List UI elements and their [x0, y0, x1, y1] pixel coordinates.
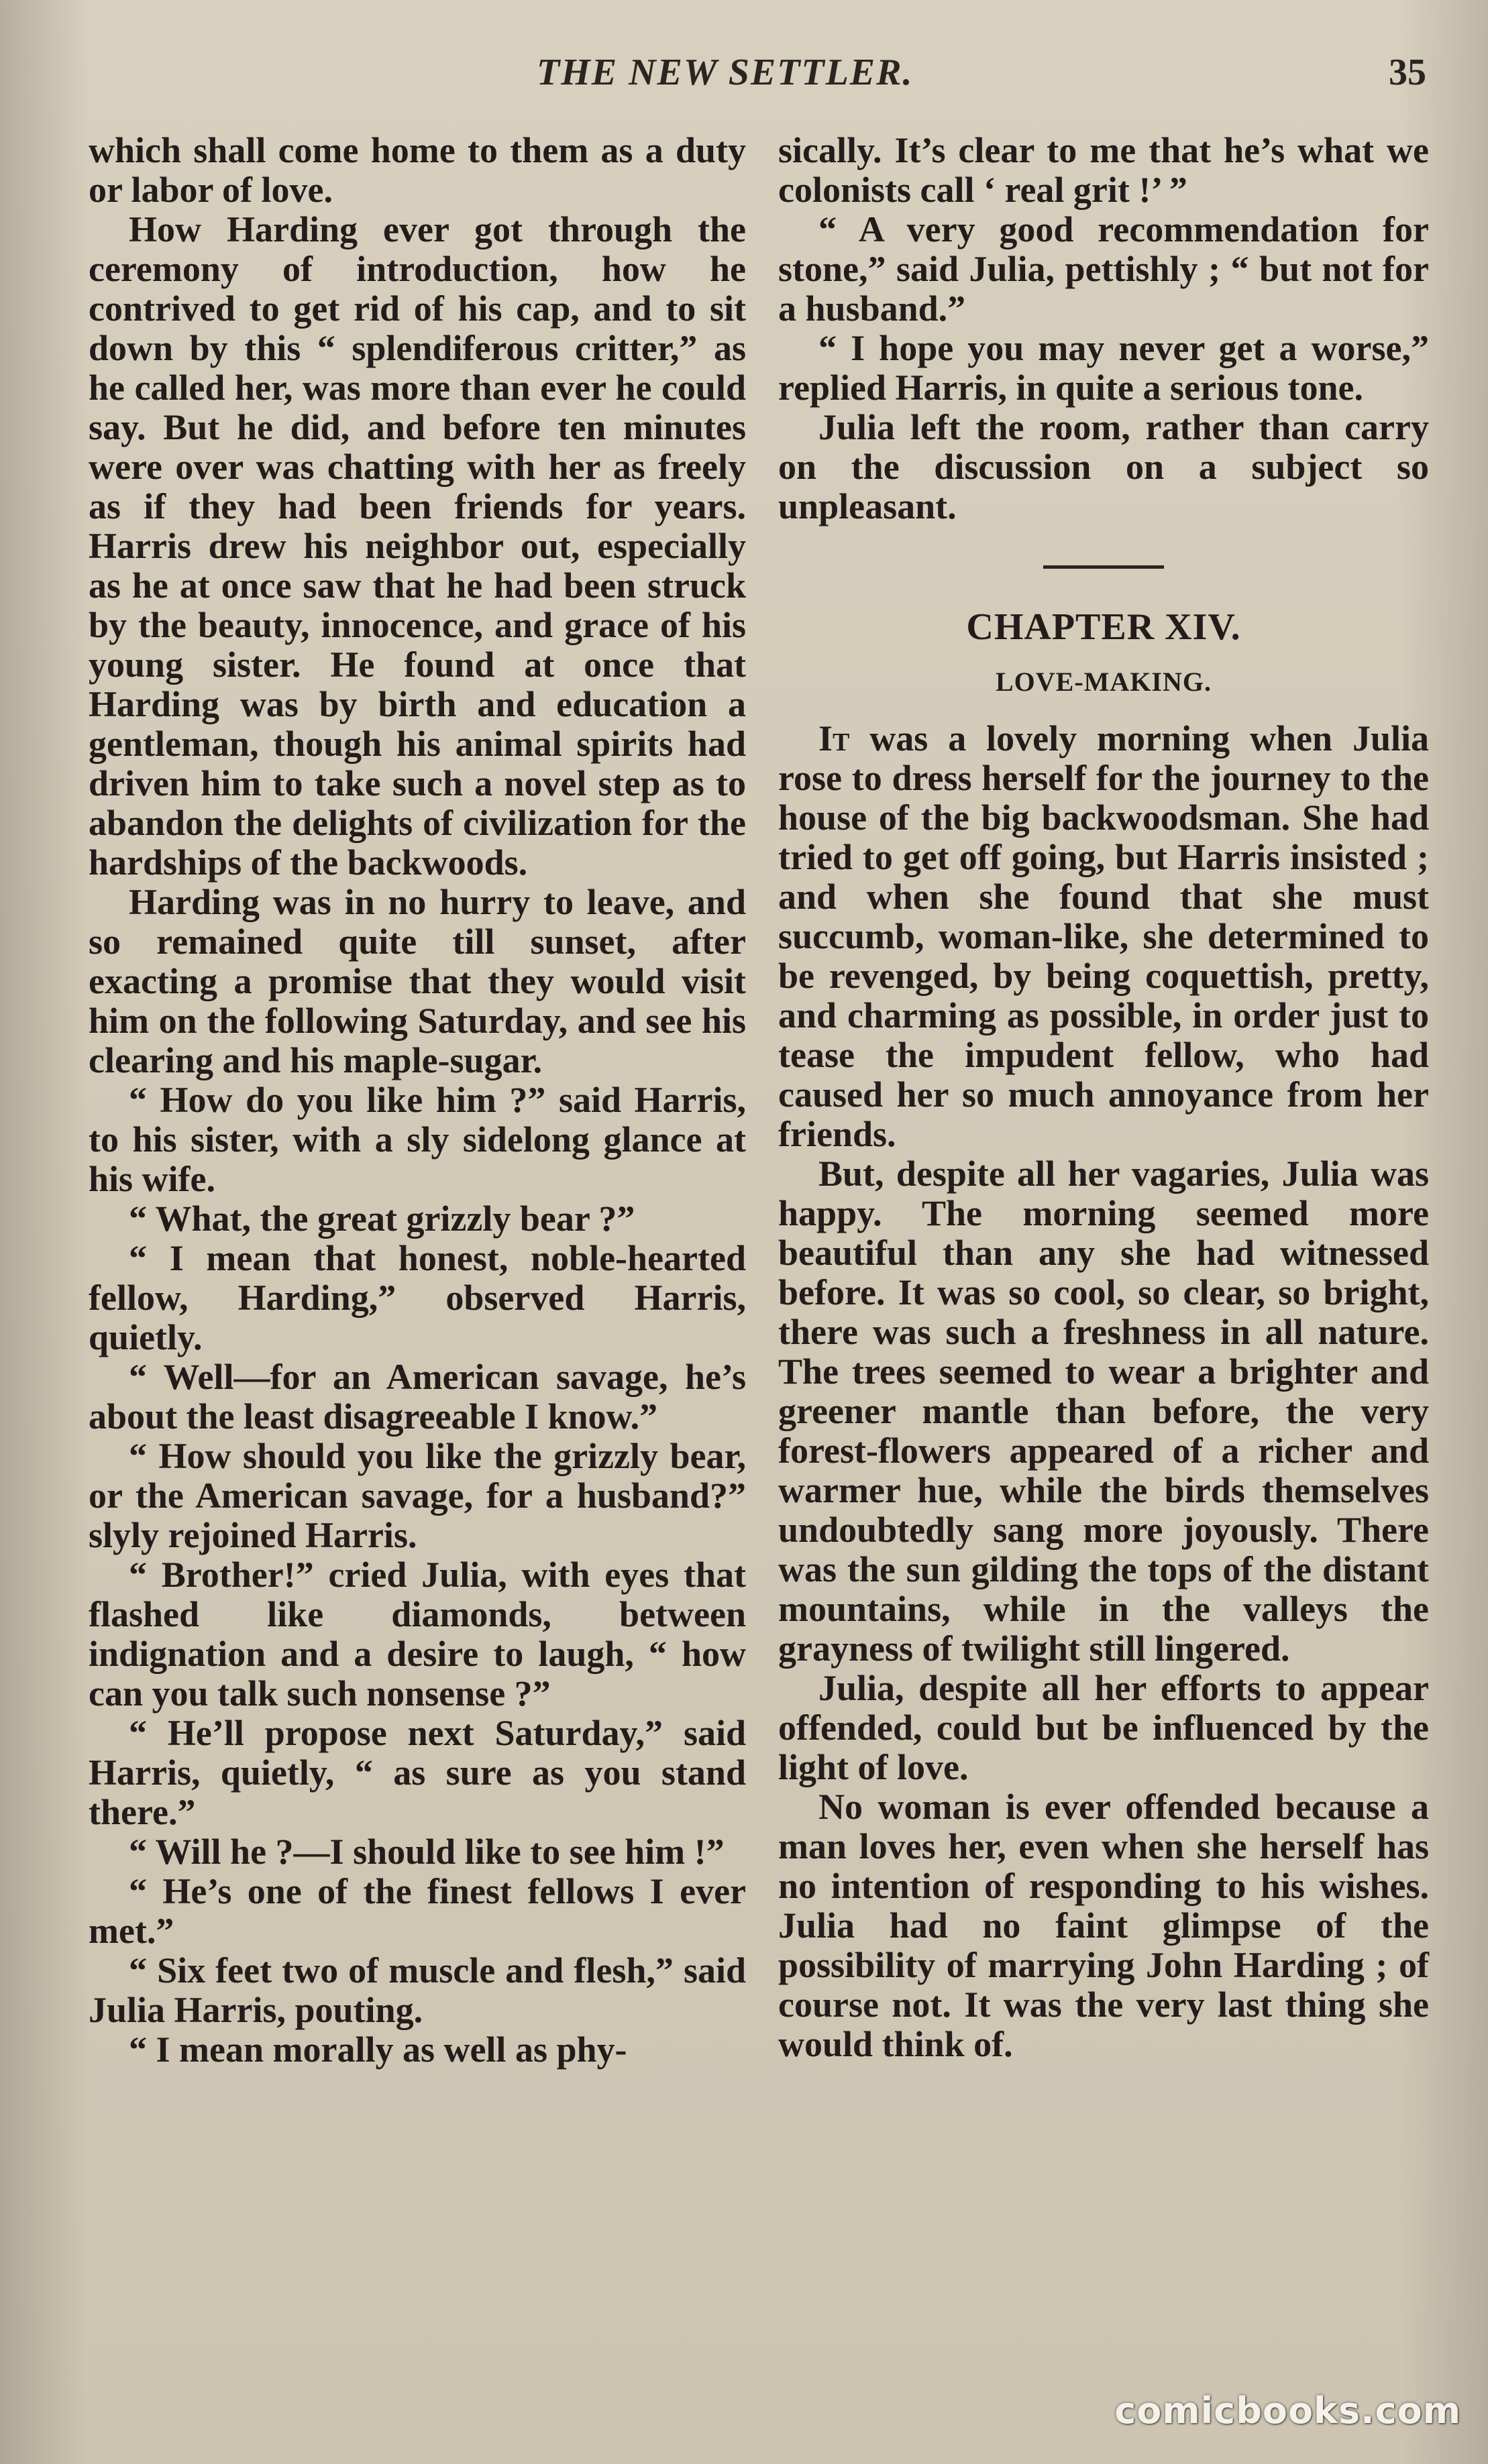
right-column	[778, 131, 1429, 2064]
paragraph: “ How should you like the grizzly bear, or the American savage, for a husband?” slyly rejoined Harris.	[89, 1436, 746, 1555]
paragraph: “ I mean morally as well as phy-	[129, 2029, 627, 2070]
section-divider	[1043, 565, 1164, 569]
page-number: 35	[1389, 52, 1426, 93]
opening-word: It	[818, 718, 850, 759]
paragraph: But, despite all her vagaries, Julia was happy. The morning seemed more beautiful than any she had witnessed before. It was so cool, so clear, so bright, there was such a freshness in all nature. The trees seemed to wear a brighter and greener mantle than before, the very forest-flowers appeared of a richer and warmer hue, while the birds themselves undoubtedly sang more joyously. There was the sun gilding the tops of the distant mountains, while in the valleys the grayness of twilight still lingered.	[778, 1154, 1429, 1669]
running-head	[0, 47, 1488, 101]
paragraph: “ What, the great grizzly bear ?”	[129, 1198, 635, 1239]
paragraph: “ Brother!” cried Julia, with eyes that flashed like diamonds, between indignation and a desire to laugh, “ how can you talk such nonsense ?”	[89, 1555, 746, 1714]
paragraph: sically. It’s clear to me that he’s what we colonists call ‘ real grit !’ ”	[778, 130, 1429, 210]
paragraph: which shall come home to them as a duty or labor of love.	[89, 130, 746, 210]
chapter-subtitle: LOVE-MAKING.	[996, 667, 1212, 697]
opening-text: was a lovely morning when Julia rose to dress herself for the journey to the house of the big backwoodsman. She had tried to get off going, but Harris insisted ; and when she found that she must succumb, woman-like, she determined to be revenged, by being coquettish, pretty, and charming as possible, in order just to tease the impudent fellow, who had caused her so much annoyance from her friends.	[778, 718, 1429, 1154]
paragraph: “ Well—for an American savage, he’s about the least disagreeable I know.”	[89, 1357, 746, 1437]
watermark: comicbooks.com	[1114, 2390, 1461, 2432]
paragraph: Julia left the room, rather than carry on the discussion on a subject so unpleasant.	[778, 407, 1429, 526]
paragraph: No woman is ever offended because a man loves her, even when she herself has no intention of responding to his wishes. Julia had no faint glimpse of the possibility of marrying John Harding ; of course not. It was the very last thing she would think of.	[778, 1787, 1429, 2064]
paragraph: “ He’ll propose next Saturday,” said Harris, quietly, “ as sure as you stand there.”	[89, 1713, 746, 1832]
paragraph: “ I mean that honest, noble-hearted fellow, Harding,” observed Harris, quietly.	[89, 1238, 746, 1357]
paragraph: Julia, despite all her efforts to appear offended, could but be influenced by the light of love.	[778, 1668, 1429, 1787]
paragraph: “ Six feet two of muscle and flesh,” said Julia Harris, pouting.	[89, 1950, 746, 2030]
paragraph: “ I hope you may never get a worse,” replied Harris, in quite a serious tone.	[778, 328, 1429, 408]
left-column	[89, 131, 746, 2070]
paragraph: “ He’s one of the finest fellows I ever met.”	[89, 1871, 746, 1951]
paragraph: How Harding ever got through the ceremony of introduction, how he contrived to get rid of his cap, and to sit down by this “ splendiferous critter,” as he called her, was more than ever he could say. But he did, and before ten minutes were over was chatting with her as freely as if they had been friends for years. Harris drew his neighbor out, especially as he at once saw that he had been struck by the beauty, innocence, and grace of his young sister. He found at once that Harding was by birth and education a gentleman, though his animal spirits had driven him to take such a novel step as to abandon the delights of civilization for the hardships of the backwoods.	[89, 209, 746, 883]
paragraph: Harding was in no hurry to leave, and so remained quite till sunset, after exacting a promise that they would visit him on the following Saturday, and see his clearing and his maple-sugar.	[89, 882, 746, 1080]
paragraph: “ A very good recommendation for stone,” said Julia, pettishly ; “ but not for a husband.”	[778, 209, 1429, 329]
paragraph: “ How do you like him ?” said Harris, to his sister, with a sly sidelong glance at his wife.	[89, 1080, 746, 1199]
running-title: THE NEW SETTLER.	[537, 52, 914, 93]
chapter-heading: CHAPTER XIV.	[966, 606, 1241, 648]
chapter-opening-paragraph	[778, 719, 1429, 1154]
paragraph: “ Will he ?—I should like to see him !”	[129, 1832, 725, 1872]
